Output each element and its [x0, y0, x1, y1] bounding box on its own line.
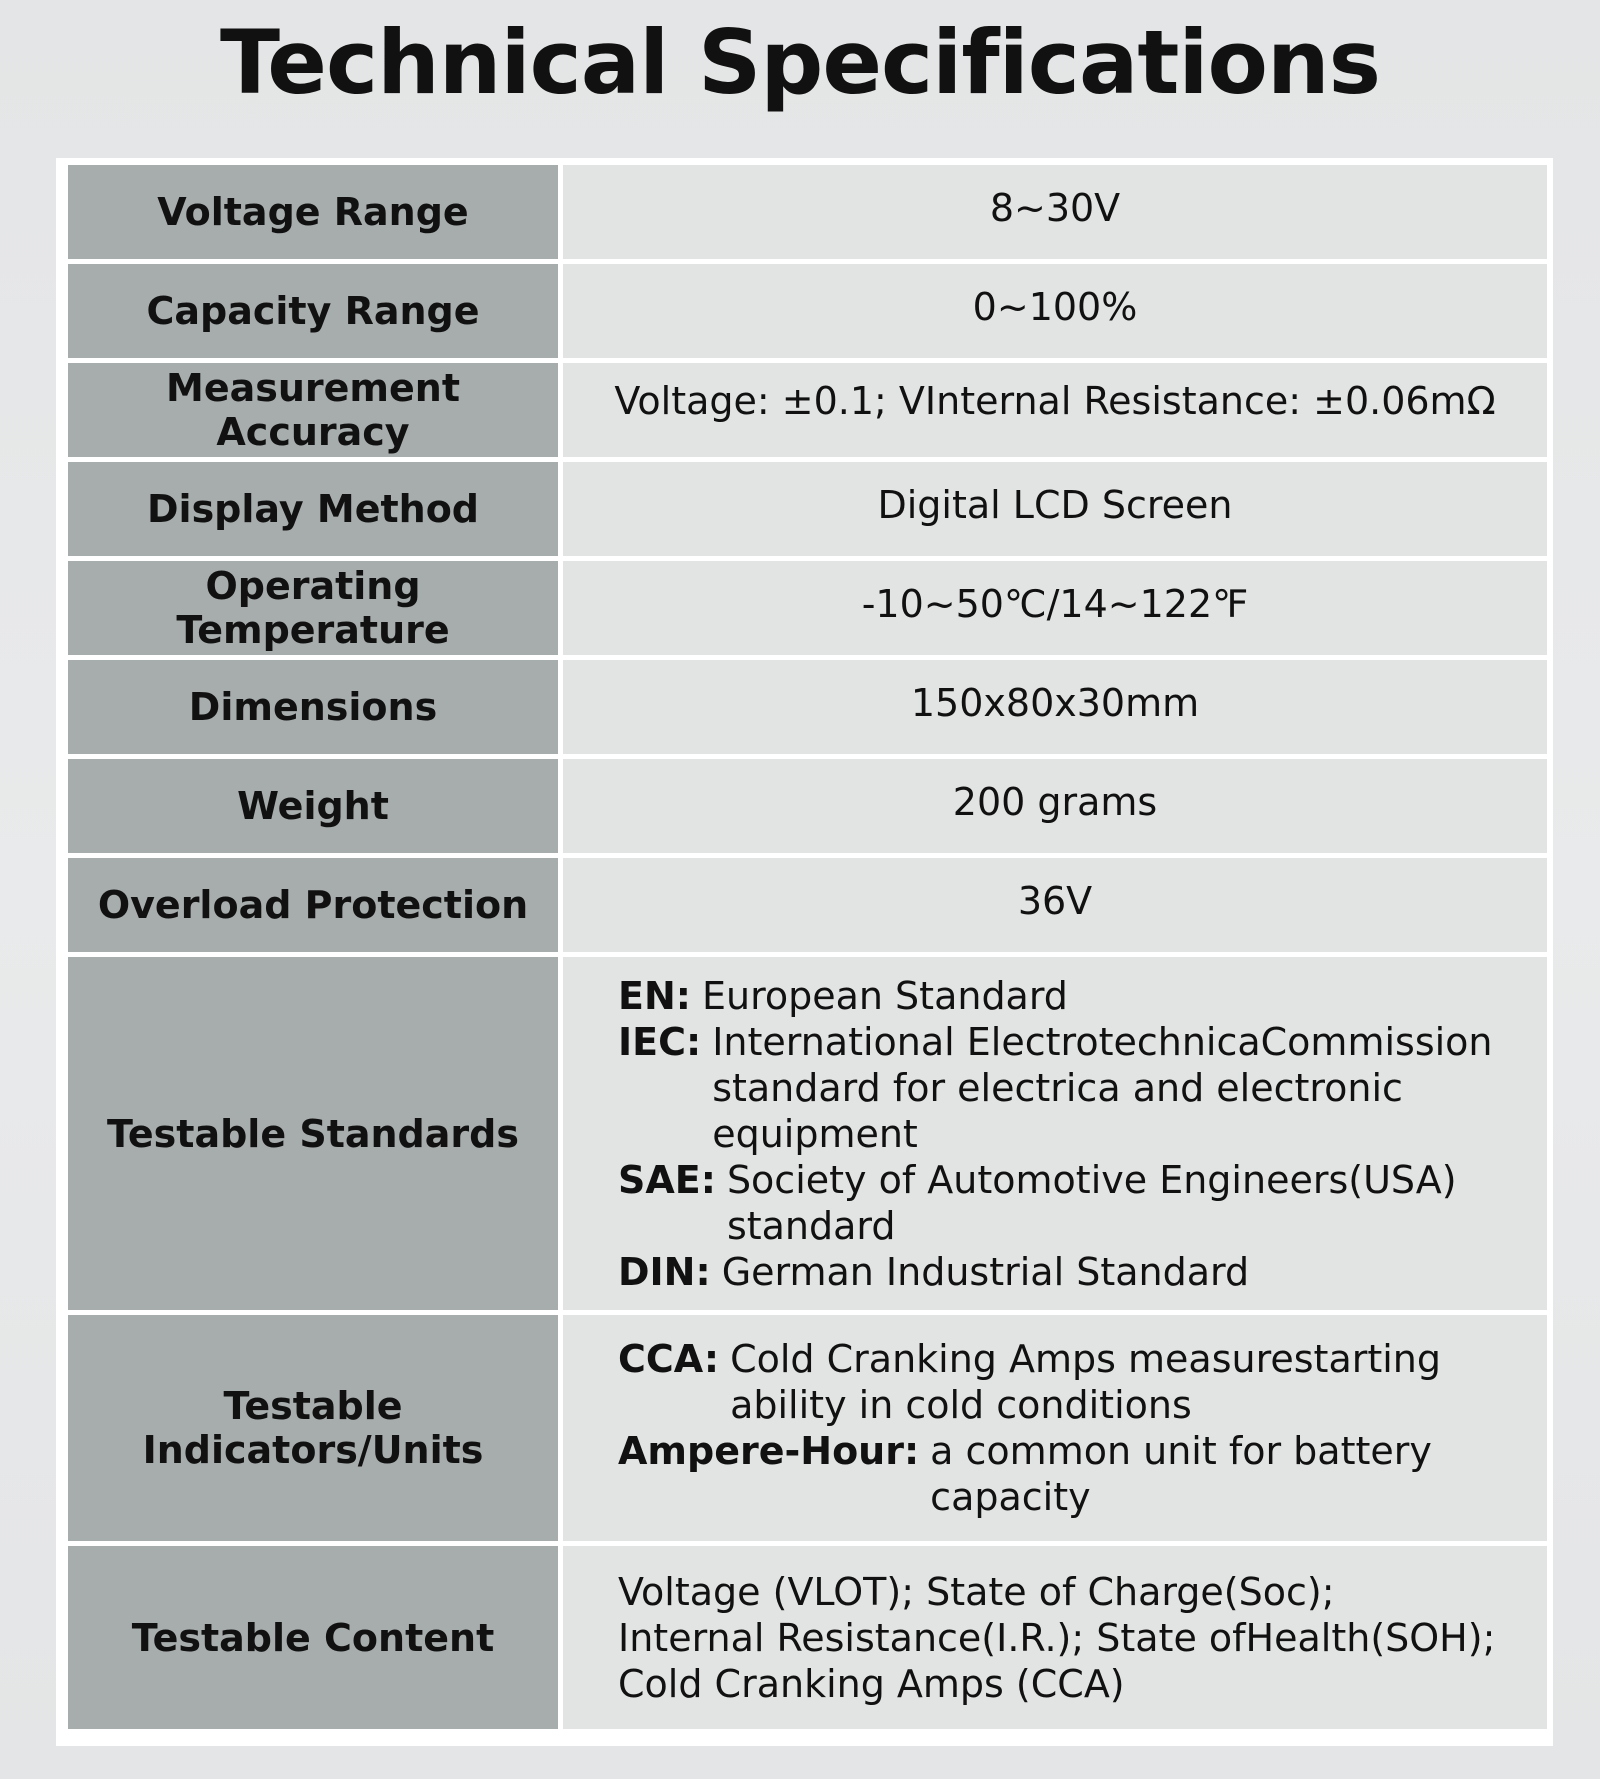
- table-row-testable-standards: [68, 957, 1547, 1310]
- table-row-operating-temperature: [68, 561, 1547, 655]
- standard-entry: [618, 1249, 1527, 1295]
- content-line: Cold Cranking Amps (CCA): [618, 1661, 1125, 1706]
- spec-value: [563, 957, 1547, 1310]
- spec-label: Voltage Range: [68, 165, 563, 259]
- spec-label: Weight: [68, 759, 563, 853]
- standard-key: EN:: [618, 973, 691, 1018]
- indicator-key: Ampere-Hour:: [618, 1429, 920, 1473]
- indicator-key: CCA:: [618, 1337, 720, 1381]
- table-row-weight: [68, 759, 1547, 853]
- indicator-entry: [618, 1428, 1527, 1520]
- indicator-desc: Cold Cranking Amps measurestarting ability in cold conditions: [730, 1337, 1442, 1427]
- spec-label-line: Testable: [223, 1384, 403, 1428]
- table-row-capacity-range: [68, 264, 1547, 358]
- indicator-desc: a common unit for battery capacity: [930, 1429, 1432, 1519]
- spec-label: Overload Protection: [68, 858, 563, 952]
- table-row-testable-indicators: [68, 1315, 1547, 1541]
- table-row-measurement-accuracy: [68, 363, 1547, 457]
- spec-value: 150x80x30mm: [910, 681, 1200, 725]
- spec-table-frame: [56, 158, 1553, 1746]
- spec-label: Testable Standards: [68, 957, 563, 1310]
- standard-key: DIN:: [618, 1249, 711, 1294]
- spec-label: Operating Temperature: [68, 561, 563, 655]
- spec-label: Measurement Accuracy: [68, 363, 563, 457]
- spec-label: Dimensions: [68, 660, 563, 754]
- spec-table: [68, 160, 1547, 1734]
- spec-value: 8~30V: [989, 186, 1121, 230]
- content-line: Internal Resistance(I.R.); State ofHealth(SOH);: [618, 1615, 1496, 1660]
- content-line: Voltage (VLOT); State of Charge(Soc);: [618, 1569, 1335, 1614]
- spec-value: [563, 1315, 1547, 1541]
- spec-label: Display Method: [68, 462, 563, 556]
- spec-value: 36V: [1017, 879, 1093, 923]
- spec-value: [563, 1546, 1547, 1729]
- spec-label: Capacity Range: [68, 264, 563, 358]
- table-row-testable-content: [68, 1546, 1547, 1729]
- standard-key: IEC:: [618, 1019, 702, 1064]
- spec-value: Digital LCD Screen: [877, 483, 1233, 527]
- standard-entry: [618, 1019, 1527, 1157]
- spec-value: -10~50℃/14~122℉: [861, 582, 1249, 626]
- table-row-voltage-range: [68, 165, 1547, 259]
- spec-value: Voltage: ±0.1; VInternal Resistance: ±0.06mΩ: [614, 379, 1496, 423]
- standard-desc: Society of Automotive Engineers(USA) standard: [726, 1157, 1457, 1248]
- standard-entry: [618, 973, 1527, 1019]
- spec-label: Testable Content: [68, 1546, 563, 1729]
- page-title: Technical Specifications: [219, 11, 1381, 114]
- indicator-entry: [618, 1336, 1527, 1428]
- table-row-overload-protection: [68, 858, 1547, 952]
- spec-value: 0~100%: [972, 285, 1138, 329]
- spec-label-line: Indicators/Units: [142, 1428, 484, 1472]
- standard-desc: International ElectrotechnicaCommission standard for electrica and electronic equipment: [712, 1019, 1493, 1156]
- spec-label: [68, 1315, 563, 1541]
- standard-entry: [618, 1157, 1527, 1249]
- table-row-display-method: [68, 462, 1547, 556]
- table-row-dimensions: [68, 660, 1547, 754]
- standard-desc: German Industrial Standard: [721, 1249, 1250, 1294]
- standard-key: SAE:: [618, 1157, 716, 1202]
- spec-value: 200 grams: [952, 780, 1158, 824]
- standard-desc: European Standard: [701, 973, 1068, 1018]
